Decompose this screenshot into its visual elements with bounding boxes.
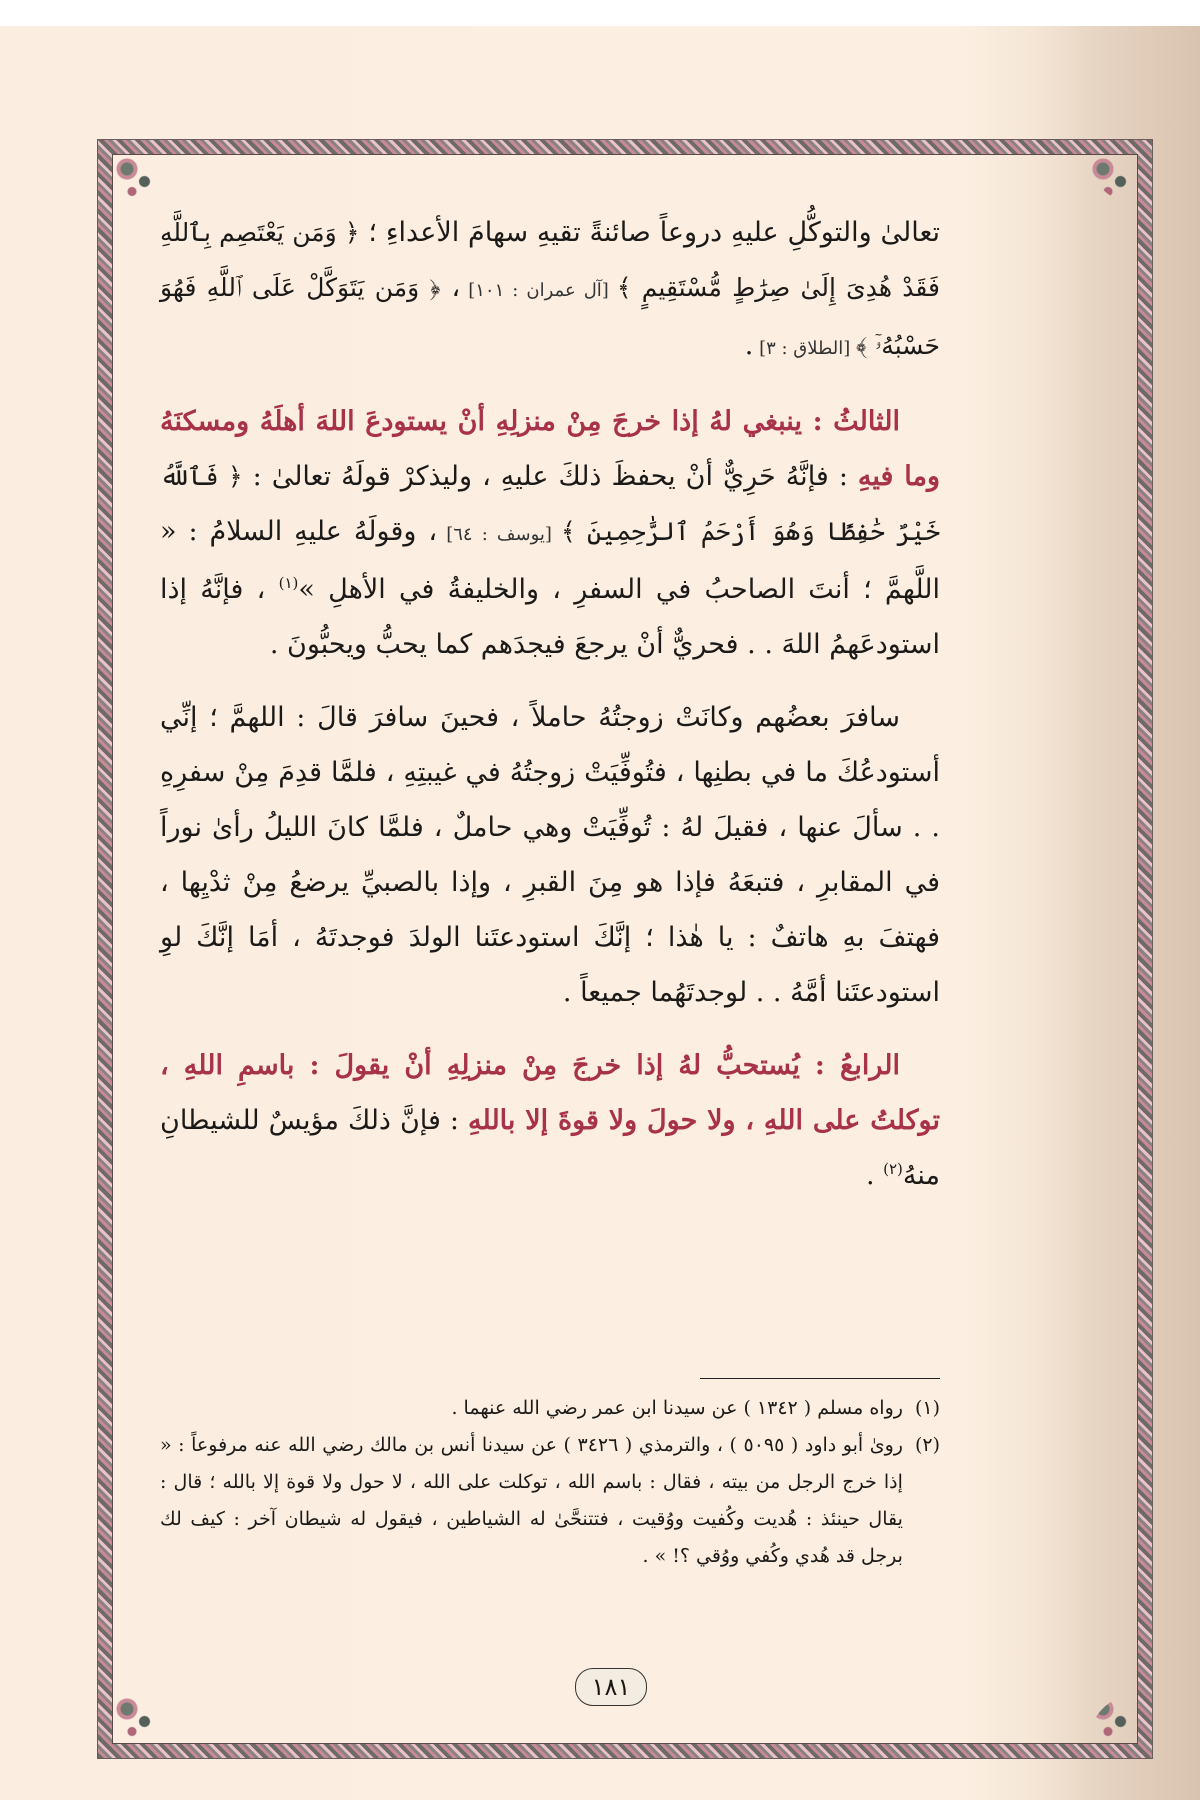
section-heading-third: الثالثُ : ينبغي لهُ إذا خرجَ مِنْ منزلِهِ أنْ يستودعَ اللهَ أهلَهُ ومسكنَهُ وما فيهِ (160, 406, 940, 492)
footnote-divider (700, 1378, 940, 1379)
page-number: ١٨١ (575, 1668, 647, 1706)
paragraph-fourth (160, 1038, 940, 1203)
footnote-marker[interactable]: (٢) (883, 1160, 903, 1178)
text: ، وقولَهُ عليهِ السلامُ : « اللَّهمَّ ؛ أنتَ الصاحبُ في السفرِ ، والخليفةُ في الأهلِ » (160, 516, 940, 605)
quran-verse: ﴿ وَمَن يَتَوَكَّلْ عَلَى ٱللَّهِ فَهُوَ حَسْبُهُۥٓ ﴾ (160, 273, 940, 360)
separator: ، (440, 272, 461, 303)
quran-verse: ﴿ فَٱللَّهُ خَيْرٌ حَٰفِظًا وَهُوَ أَرْحَمُ ٱلرَّٰحِمِينَ ﴾ (160, 462, 940, 546)
footnote-marker[interactable]: (١) (278, 574, 299, 592)
text: : فإنَّهُ حَرِيٌّ أنْ يحفظَ ذلكَ عليهِ ، وليذكرْ قولَهُ تعالىٰ : (242, 461, 858, 492)
verse-reference: [الطلاق : ٣] (753, 338, 857, 359)
text: ، فإنَّهُ إذا استودعَهمُ اللهَ . . فحريٌّ أنْ يرجعَ فيجدَهم كما يحبُّ ويحبُّونَ . (160, 574, 940, 660)
text: سافرَ بعضُهم وكانَتْ زوجتُهُ حاملاً ، فحينَ سافرَ قالَ : اللهمَّ ؛ إنِّي أستودعُكَ ما في بطنِها ، فتُوفِّيَتْ زوجتُهُ في غيبتِهِ ، فلمَّا قدِمَ مِنْ سفرِهِ . . سألَ عنها ، فقيلَ لهُ : تُوفِّيَتْ وهي حاملٌ ، فلمَّا كانَ الليلُ رأىٰ نوراً في المقابرِ ، فتبعَهُ فإذا هو مِنَ القبرِ ، وإذا بالصبيِّ يرضعُ مِنْ ثدْيِها ، فهتفَ بهِ هاتفٌ : يا هٰذا ؛ إنَّكَ استودعتَنا الولدَ فوجدتَهُ ، أمَا إنَّكَ لوِ استودعتَنا أمَّهُ . . لوجدتَهُما جميعاً . (160, 702, 940, 1008)
section-heading-fourth: الرابعُ : يُستحبُّ لهُ إذا خرجَ مِنْ منزلِهِ أنْ يقولَ : باسمِ اللهِ ، توكلتُ على اللهِ ، ولا حولَ ولا قوةَ إلا باللهِ (160, 1050, 940, 1136)
footnote-1 (160, 1390, 940, 1427)
footnote-number: (١) (914, 1397, 940, 1419)
footnote-2 (160, 1427, 940, 1575)
period: . (744, 330, 754, 361)
footnote-number: (٢) (914, 1434, 940, 1456)
paragraph-continuation (160, 205, 940, 376)
text: تعالىٰ والتوكُّلِ عليهِ دروعاً صائنةً تقيهِ سهامَ الأعداءِ ؛ (359, 217, 940, 248)
footnote-text: رواه مسلم ( ١٣٤٢ ) عن سيدنا ابن عمر رضي الله عنهما . (451, 1397, 903, 1419)
verse-reference: [يوسف : ٦٤] (437, 524, 562, 545)
period: . (865, 1160, 884, 1191)
footnote-text: روىٰ أبو داود ( ٥٠٩٥ ) ، والترمذي ( ٣٤٢٦ ) عن سيدنا أنس بن مالك رضي الله عنه مرفوعاً : « إذا خرج الرجل من بيته ، فقال : باسم الله ، توكلت على الله ، لا حول ولا قوة إلا بالله ؛ قال : يقال حينئذ : هُديت وكُفيت ووُقيت ، فتتنحَّىٰ له الشياطين ، فيقول له شيطان آخر : كيف لك برجل قد هُدي وكُفي ووُقي ؟! » . (160, 1434, 903, 1567)
quran-verse: ﴿ وَمَن يَعْتَصِم بِٱللَّهِ فَقَدْ هُدِىَ إِلَىٰ صِرَٰطٍ مُّسْتَقِيمٍ ﴾ (160, 218, 941, 302)
paragraph-story (160, 690, 940, 1020)
verse-reference: [آل عمران : ١٠١] (460, 280, 617, 301)
text: : فإنَّ ذلكَ مؤيسٌ للشيطانِ منهُ (160, 1105, 940, 1191)
main-text (160, 205, 940, 1221)
paragraph-third (160, 394, 940, 672)
footnotes (160, 1390, 940, 1575)
